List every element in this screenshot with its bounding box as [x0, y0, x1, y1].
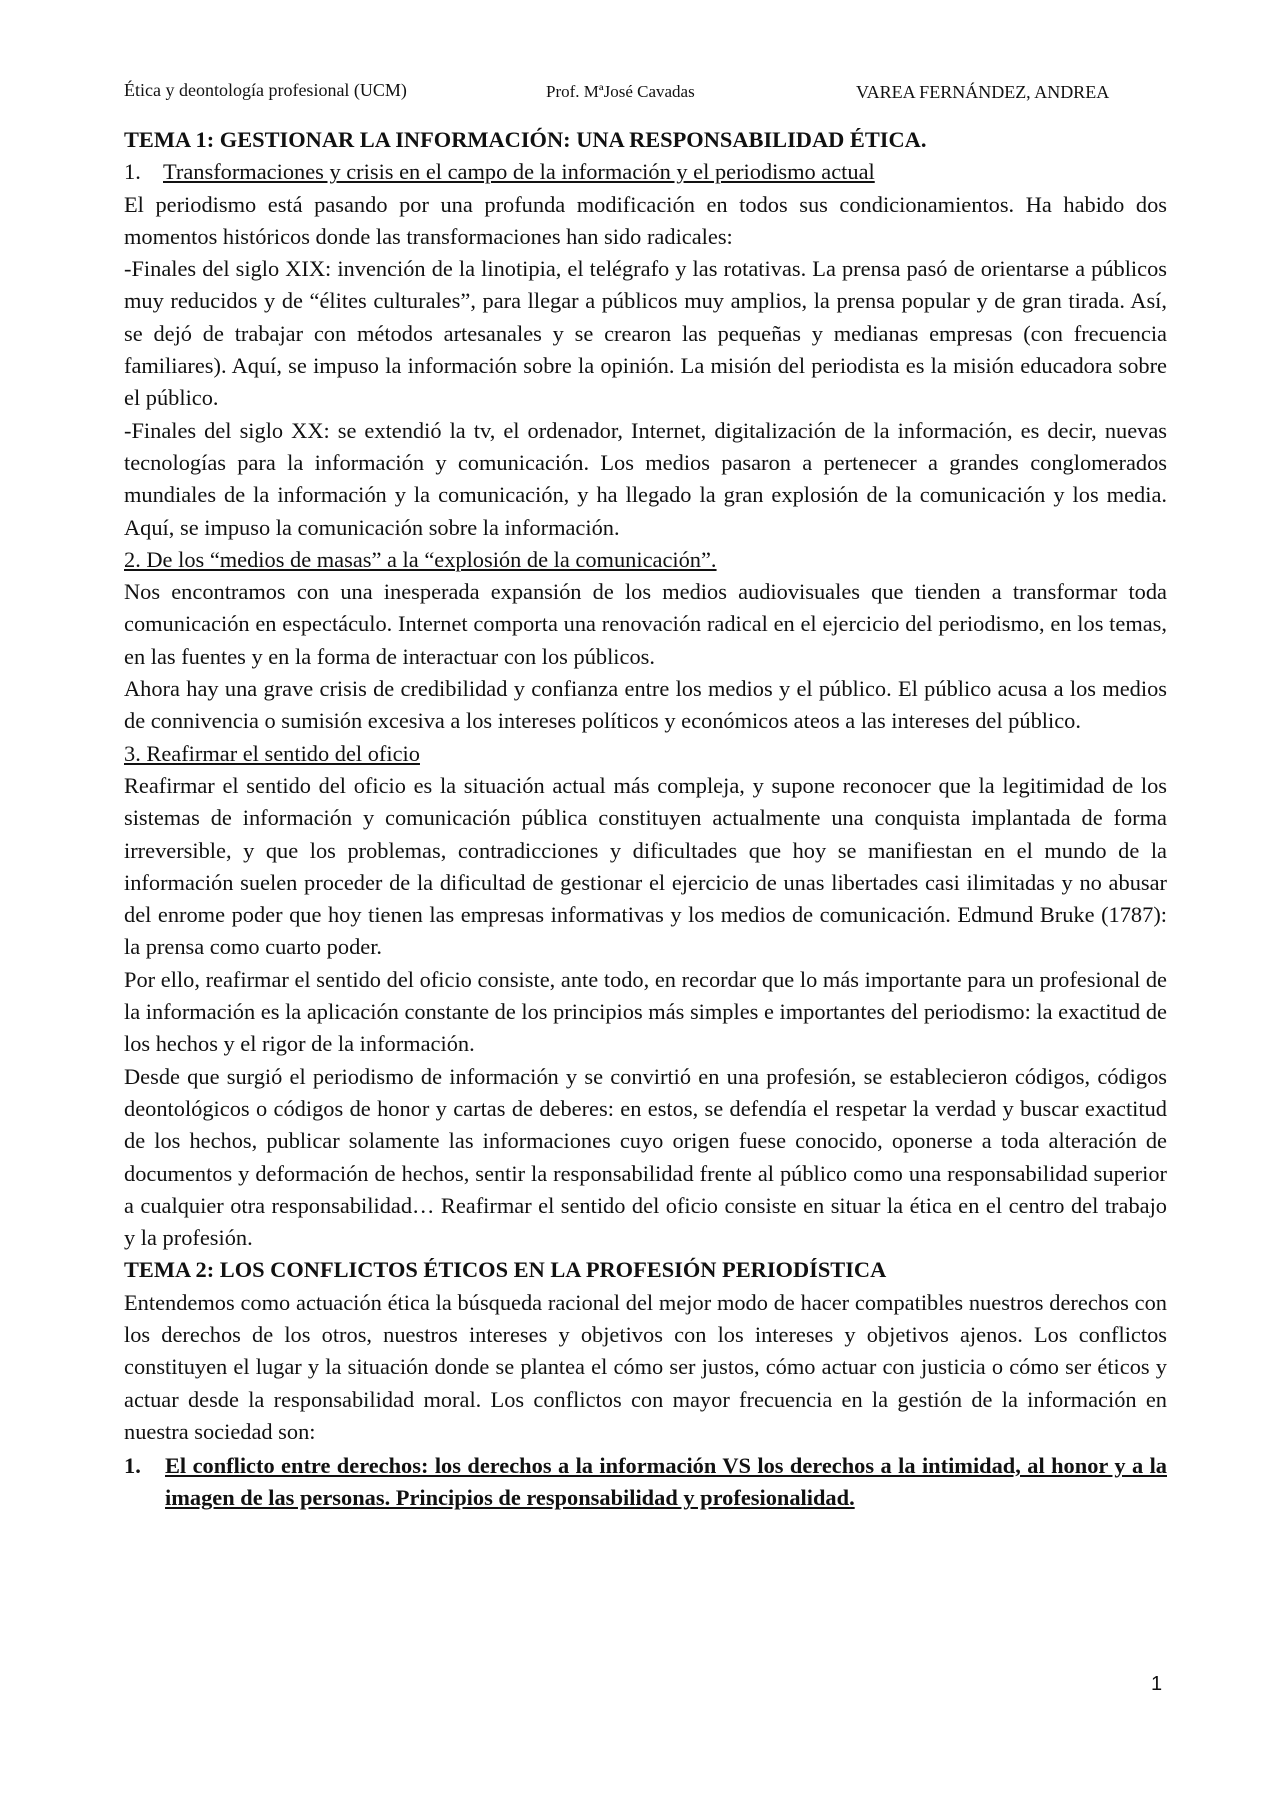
paragraph: Reafirmar el sentido del oficio es la situación actual más compleja, y supone reconocer que la legitimidad de los sistemas de información y comunicación pública constituyen actualmente una conquista implantada de forma irreversible, y que los problemas, contradicciones y dificultades que hoy se manifiestan en el mundo de la información suelen proceder de la dificultad de gestionar el ejercicio de unas libertades casi ilimitadas y no abusar del enrome poder que hoy tienen las empresas informativas y los medios de comunicación. Edmund Bruke (1787): la prensa como cuarto poder. — [124, 772, 1167, 960]
paragraph: Desde que surgió el periodismo de información y se convirtió en una profesión, se establecieron códigos, códigos deontológicos o códigos de honor y cartas de deberes: en estos, se defendía el respetar la verdad y buscar exactitud de los hechos, publicar solamente las informaciones cuyo origen fuese conocido, oponerse a toda alteración de documentos y deformación de hechos, sentir la responsabilidad frente al público como una responsabilidad superior a cualquier otra responsabilidad… Reafirmar el sentido del oficio consiste en situar la ética en el centro del trabajo y la profesión. — [124, 1063, 1167, 1251]
paragraph: Por ello, reafirmar el sentido del oficio consiste, ante todo, en recordar que lo más importante para un profesional de la información es la aplicación constante de los principios más simples e importantes del periodismo: la exactitud de los hechos y el rigor de la información. — [124, 966, 1167, 1057]
page-header — [0, 80, 1280, 108]
page-number: 1 — [1151, 1673, 1163, 1695]
course-title: Ética y deontología profesional (UCM) — [124, 80, 407, 100]
paragraph: -Finales del siglo XIX: invención de la linotipia, el telégrafo y las rotativas. La prensa pasó de orientarse a públicos muy reducidos y de “élites culturales”, para llegar a públicos muy amplios, la prensa popular y de gran tirada. Así, se dejó de trabajar con métodos artesanales y se crearon las pequeñas y medianas empresas (con frecuencia familiares). Aquí, se impuso la información sobre la opinión. La misión del periodista es la misión educadora sobre el público. — [124, 256, 1167, 411]
section1-heading — [124, 156, 1167, 188]
author-name: VAREA FERNÁNDEZ, ANDREA — [856, 82, 1110, 102]
paragraph: -Finales del siglo XX: se extendió la tv, el ordenador, Internet, digitalización de la información, es decir, nuevas tecnologías para la información y comunicación. Los medios pasaron a pertenecer a grandes conglomerados mundiales de la información y la comunicación, y ha llegado la gran explosión de la comunicación y los media. Aquí, se impuso la comunicación sobre la información. — [124, 417, 1167, 540]
document-body — [124, 124, 1167, 1515]
tema2-heading: TEMA 2: LOS CONFLICTOS ÉTICOS EN LA PROFESIÓN PERIODÍSTICA — [124, 1257, 887, 1283]
paragraph: El periodismo está pasando por una profunda modificación en todos sus condicionamientos. Ha habido dos momentos históricos donde las transformaciones han sido radicales: — [124, 191, 1167, 249]
section1-title: Transformaciones y crisis en el campo de la información y el periodismo actual — [163, 159, 875, 185]
paragraph: Nos encontramos con una inesperada expansión de los medios audiovisuales que tienden a transformar toda comunicación en espectáculo. Internet comporta una renovación radical en el ejercicio del periodismo, en los temas, en las fuentes y en la forma de interactuar con los públicos. — [124, 579, 1167, 669]
paragraph: Ahora hay una grave crisis de credibilidad y confianza entre los medios y el público. El público acusa a los medios de connivencia o sumisión excesiva a los intereses políticos y económicos ateos a las intereses del público. — [124, 676, 1167, 734]
list-item-text: El conflicto entre derechos: los derechos a la información VS los derechos a la intimidad, al honor y a la imagen de las personas. Principios de responsabilidad y profesionalidad. — [165, 1453, 1167, 1511]
section3-heading: 3. Reafirmar el sentido del oficio — [124, 740, 420, 766]
list-item-number: 1. — [124, 1453, 141, 1479]
section1-number: 1. — [124, 159, 141, 185]
section2-heading: 2. De los “medios de masas” a la “explosión de la comunicación”. — [124, 546, 717, 572]
paragraph: Entendemos como actuación ética la búsqueda racional del mejor modo de hacer compatibles nuestros derechos con los derechos de los otros, nuestros intereses y objetivos con los intereses y objetivos ajenos. Los conflictos constituyen el lugar y la situación donde se plantea el cómo ser justos, cómo actuar con justicia o cómo ser éticos y actuar desde la responsabilidad moral. Los conflictos con mayor frecuencia en la gestión de la información en nuestra sociedad son: — [124, 1289, 1167, 1444]
professor-name: Prof. MªJosé Cavadas — [546, 82, 695, 101]
list-item — [124, 1450, 1167, 1515]
tema1-heading: TEMA 1: GESTIONAR LA INFORMACIÓN: UNA RESPONSABILIDAD ÉTICA. — [124, 127, 927, 152]
